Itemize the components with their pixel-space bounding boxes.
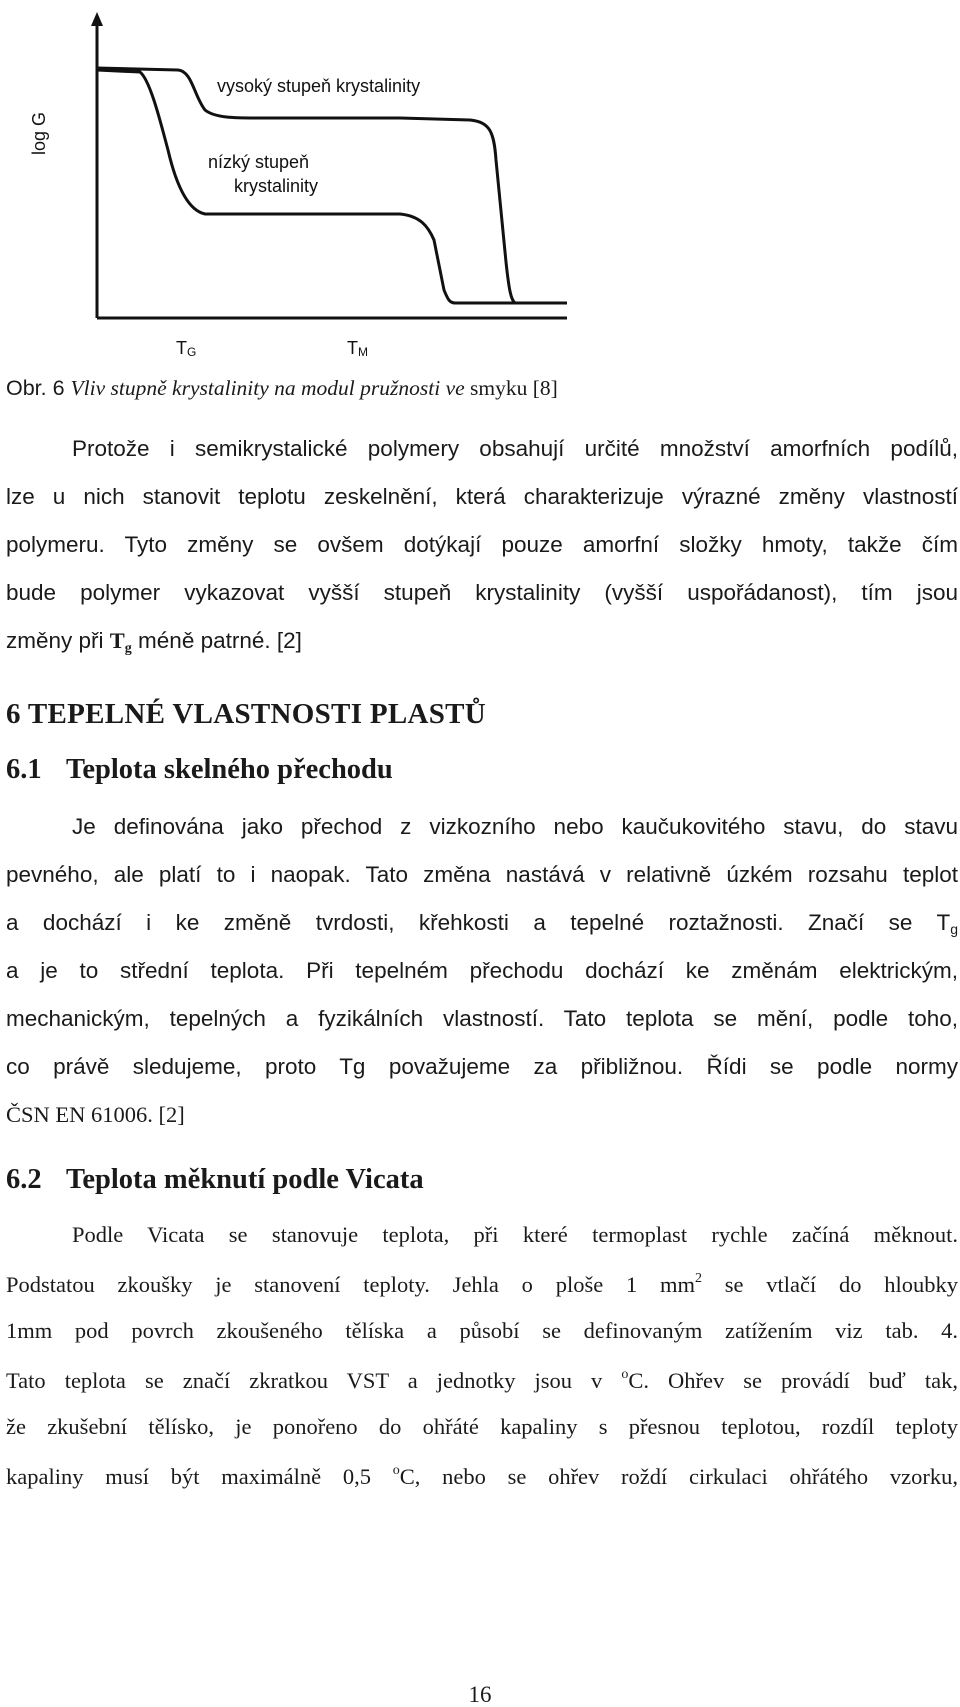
section-6-2-title: Teplota měknutí podle Vicata bbox=[66, 1164, 424, 1195]
section-6-2-line3: 1mm pod povrch zkoušeného tělíska a působí se definovaným zatížením viz tab. 4. bbox=[6, 1318, 958, 1343]
y-axis-label: log G bbox=[29, 111, 49, 155]
section-6-1-line5: mechanickým, tepelných a fyzikálních vlastností. Tato teplota se mění, podle toho, bbox=[6, 1006, 958, 1031]
section-6-2-line6-sup: o bbox=[392, 1463, 400, 1478]
section-6-2-line6-post: C, nebo se ohřev roždí cirkulaci ohřátého vzorku, bbox=[399, 1464, 958, 1489]
figure-caption bbox=[6, 378, 958, 400]
label-high-crystallinity: vysoký stupeň krystalinity bbox=[217, 76, 421, 96]
section-6-1-line3-text: a dochází i ke změně tvrdosti, křehkosti a tepelné roztažnosti. Značí se T bbox=[6, 910, 951, 935]
curve-high-crystallinity bbox=[97, 68, 567, 303]
section-6-2-line2 bbox=[6, 1272, 958, 1297]
section-6-2-line2-pre: Podstatou zkoušky je stanovení teploty. Jehla o ploše 1 mm bbox=[6, 1272, 695, 1297]
section-6-2-line5: že zkušební tělísko, je ponořeno do ohřáté kapaliny s přesnou teplotou, rozdíl teploty bbox=[6, 1414, 958, 1439]
label-low-crystallinity-line2: krystalinity bbox=[234, 176, 319, 196]
section-6-1-line4: a je to střední teplota. Při tepelném přechodu dochází ke změnám elektrickým, bbox=[6, 958, 958, 983]
paragraph1-line3: polymeru. Tyto změny se ovšem dotýkají pouze amorfní složky hmoty, takže čím bbox=[6, 532, 958, 557]
caption-prefix: Obr. 6 bbox=[6, 376, 71, 400]
tick-tm-main: T bbox=[347, 338, 358, 358]
section-6-2-heading bbox=[6, 1166, 958, 1195]
section-6-2-line2-post: se vtlačí do hloubky bbox=[701, 1272, 958, 1297]
paragraph1-line5-post: méně patrné. [2] bbox=[131, 628, 302, 653]
section-6-1-line3 bbox=[6, 912, 958, 936]
caption-suffix: smyku [8] bbox=[464, 376, 558, 400]
section-6-2-line6-pre: kapaliny musí být maximálně 0,5 bbox=[6, 1464, 393, 1489]
section-6-2-number: 6.2 bbox=[6, 1164, 42, 1195]
section-6-1-title: Teplota skelného přechodu bbox=[66, 754, 393, 785]
label-low-crystallinity-line1: nízký stupeň bbox=[208, 152, 310, 172]
tick-tm-sub: M bbox=[358, 345, 368, 359]
section-6-2-line1: Podle Vicata se stanovuje teplota, při které termoplast rychle začíná měknout. bbox=[72, 1222, 958, 1247]
crystallinity-modulus-figure bbox=[0, 0, 960, 400]
y-axis-arrow bbox=[91, 12, 103, 26]
section-6-1-line2: pevného, ale platí to i naopak. Tato změna nastává v relativně úzkém rozsahu teplot bbox=[6, 862, 958, 887]
page-number: 16 bbox=[468, 1682, 492, 1707]
paragraph1-line1: Protože i semikrystalické polymery obsahují určité množství amorfních podílů, bbox=[72, 436, 958, 461]
section-6-2-line4-post: C. Ohřev se provádí buď tak, bbox=[628, 1368, 958, 1393]
paragraph1-line5-pre: změny při bbox=[6, 628, 110, 653]
tg-symbol bbox=[109, 628, 132, 656]
section-6-1-line7: ČSN EN 61006. [2] bbox=[6, 1102, 185, 1127]
tick-tg-main: T bbox=[176, 338, 187, 358]
section-6-1-line3-sub: g bbox=[950, 921, 958, 937]
section-6-2-line4-pre: Tato teplota se značí zkratkou VST a jednotky jsou v bbox=[6, 1368, 622, 1393]
section-6-2-line2-sup: 2 bbox=[694, 1271, 702, 1286]
tg-sub: g bbox=[124, 641, 132, 656]
section-6-1-line1: Je definována jako přechod z vizkozního nebo kaučukovitého stavu, do stavu bbox=[72, 814, 958, 839]
paragraph1-line4: bude polymer vykazovat vyšší stupeň krystalinity (vyšší uspořádanost), tím jsou bbox=[6, 580, 958, 605]
chapter-heading: 6 TEPELNÉ VLASTNOSTI PLASTŮ bbox=[6, 698, 487, 730]
section-6-2-line4 bbox=[6, 1368, 958, 1393]
section-6-1-number: 6.1 bbox=[6, 754, 42, 785]
tick-tg-sub: G bbox=[187, 345, 197, 359]
caption-italic: Vliv stupně krystalinity na modul pružnosti ve bbox=[70, 376, 465, 400]
tick-label-tm bbox=[347, 338, 368, 359]
section-6-2-line6 bbox=[6, 1464, 958, 1489]
section-6-1-heading bbox=[6, 756, 958, 785]
paragraph1-line2: lze u nich stanovit teplotu zeskelnění, která charakterizuje výrazné změny vlastností bbox=[6, 484, 958, 509]
section-6-1-line6: co právě sledujeme, proto Tg považujeme za přibližnou. Řídi se podle normy bbox=[6, 1054, 958, 1079]
tick-label-tg bbox=[176, 338, 196, 359]
paragraph1-line5 bbox=[6, 630, 958, 656]
section-6-2-line4-sup: o bbox=[621, 1367, 629, 1382]
tg-main: T bbox=[109, 628, 125, 653]
